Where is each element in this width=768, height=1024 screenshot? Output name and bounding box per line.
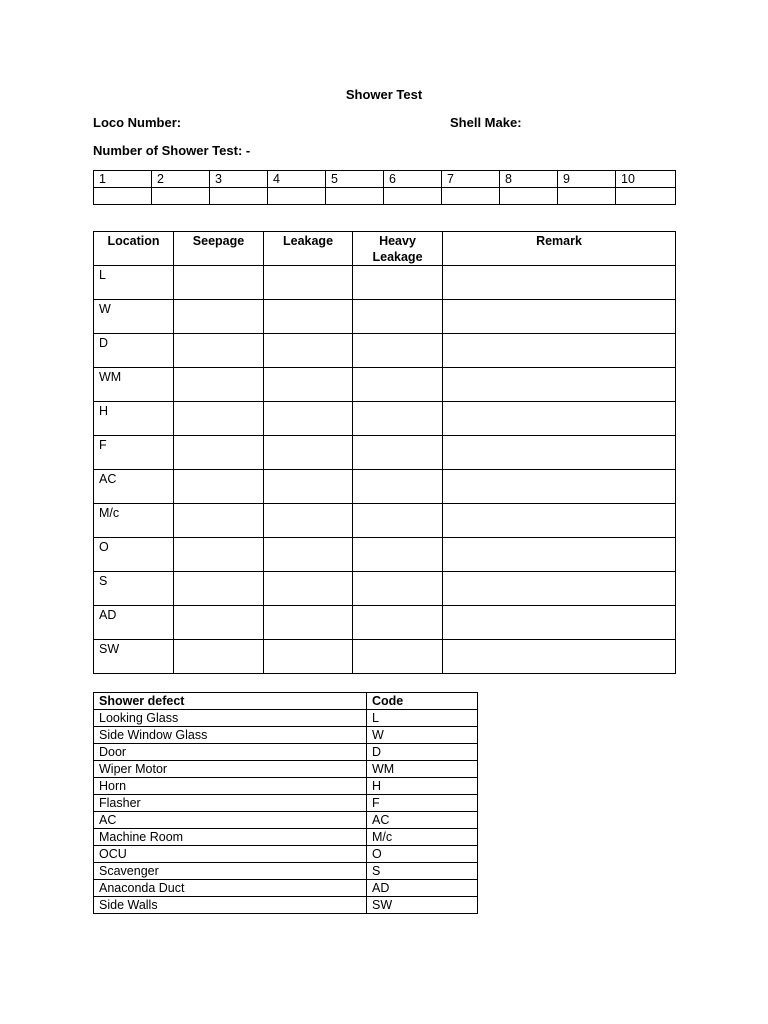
defect-name-cell: Scavenger [94, 863, 367, 880]
location-table [93, 231, 676, 674]
table-row [94, 402, 676, 436]
table-row [94, 300, 676, 334]
test-result-cell[interactable] [326, 188, 384, 205]
location-code-cell: H [94, 402, 174, 436]
shower-defect-table [93, 692, 478, 914]
table-row [94, 266, 676, 300]
entry-cell[interactable] [353, 402, 443, 436]
entry-cell[interactable] [443, 300, 676, 334]
location-code-cell: WM [94, 368, 174, 402]
test-number-cell: 10 [616, 171, 676, 188]
table-row [94, 846, 478, 863]
entry-cell[interactable] [443, 368, 676, 402]
test-result-cell[interactable] [558, 188, 616, 205]
test-number-cell: 3 [210, 171, 268, 188]
test-result-cell[interactable] [384, 188, 442, 205]
entry-cell[interactable] [174, 504, 264, 538]
entry-cell[interactable] [174, 470, 264, 504]
entry-cell[interactable] [353, 606, 443, 640]
table-row [94, 880, 478, 897]
defect-code-cell: M/c [367, 829, 478, 846]
table-row [94, 727, 478, 744]
table-row [94, 368, 676, 402]
entry-cell[interactable] [264, 606, 353, 640]
entry-cell[interactable] [264, 402, 353, 436]
entry-cell[interactable] [443, 640, 676, 674]
entry-cell[interactable] [443, 572, 676, 606]
table-row [94, 504, 676, 538]
table-row [94, 710, 478, 727]
entry-cell[interactable] [264, 640, 353, 674]
location-code-cell: D [94, 334, 174, 368]
defect-name-cell: Horn [94, 778, 367, 795]
entry-cell[interactable] [443, 606, 676, 640]
entry-cell[interactable] [264, 300, 353, 334]
defect-name-cell: OCU [94, 846, 367, 863]
location-code-cell: AD [94, 606, 174, 640]
table-row [94, 761, 478, 778]
defect-name-cell: Side Window Glass [94, 727, 367, 744]
entry-cell[interactable] [174, 300, 264, 334]
table-row [94, 795, 478, 812]
defect-name-cell: Door [94, 744, 367, 761]
entry-cell[interactable] [174, 606, 264, 640]
entry-cell[interactable] [353, 572, 443, 606]
table-row [94, 863, 478, 880]
test-result-cell[interactable] [210, 188, 268, 205]
defect-code-cell: F [367, 795, 478, 812]
shell-make-label: Shell Make: [450, 115, 522, 130]
table-row [94, 334, 676, 368]
table-row [94, 744, 478, 761]
test-number-cell: 8 [500, 171, 558, 188]
location-header-heavy-leakage: Heavy Leakage [353, 232, 443, 266]
defect-code-cell: WM [367, 761, 478, 778]
table-row [94, 436, 676, 470]
entry-cell[interactable] [174, 402, 264, 436]
entry-cell[interactable] [443, 538, 676, 572]
entry-cell[interactable] [443, 470, 676, 504]
test-number-cell: 6 [384, 171, 442, 188]
location-header-leakage: Leakage [264, 232, 353, 266]
defect-code-cell: O [367, 846, 478, 863]
entry-cell[interactable] [174, 572, 264, 606]
table-row [94, 606, 676, 640]
table-row [94, 470, 676, 504]
location-code-cell: F [94, 436, 174, 470]
location-code-cell: L [94, 266, 174, 300]
test-result-cell[interactable] [94, 188, 152, 205]
defect-header-shower-defect: Shower defect [94, 693, 367, 710]
defect-name-cell: Flasher [94, 795, 367, 812]
test-number-cell: 5 [326, 171, 384, 188]
entry-cell[interactable] [174, 436, 264, 470]
entry-cell[interactable] [264, 368, 353, 402]
entry-cell[interactable] [353, 504, 443, 538]
test-number-cell: 4 [268, 171, 326, 188]
test-number-table [93, 170, 676, 205]
entry-cell[interactable] [174, 538, 264, 572]
test-result-cell[interactable] [268, 188, 326, 205]
table-row [94, 778, 478, 795]
defect-name-cell: Side Walls [94, 897, 367, 914]
table-row [94, 640, 676, 674]
test-result-cell[interactable] [616, 188, 676, 205]
entry-cell[interactable] [443, 334, 676, 368]
entry-cell[interactable] [443, 266, 676, 300]
test-number-cell: 7 [442, 171, 500, 188]
entry-cell[interactable] [264, 538, 353, 572]
test-number-cell: 1 [94, 171, 152, 188]
location-code-cell: W [94, 300, 174, 334]
location-code-cell: SW [94, 640, 174, 674]
defect-table-header [94, 693, 478, 710]
defect-code-cell: H [367, 778, 478, 795]
entry-cell[interactable] [264, 334, 353, 368]
location-code-cell: O [94, 538, 174, 572]
table-row [94, 572, 676, 606]
defect-name-cell: Wiper Motor [94, 761, 367, 778]
test-result-cell[interactable] [500, 188, 558, 205]
table-row [94, 897, 478, 914]
defect-name-cell: Looking Glass [94, 710, 367, 727]
entry-cell[interactable] [443, 436, 676, 470]
location-code-cell: M/c [94, 504, 174, 538]
defect-code-cell: D [367, 744, 478, 761]
defect-name-cell: Machine Room [94, 829, 367, 846]
table-row [94, 538, 676, 572]
entry-cell[interactable] [264, 504, 353, 538]
entry-cell[interactable] [264, 572, 353, 606]
entry-cell[interactable] [264, 470, 353, 504]
defect-name-cell: Anaconda Duct [94, 880, 367, 897]
test-result-cell[interactable] [442, 188, 500, 205]
entry-cell[interactable] [353, 266, 443, 300]
test-number-entry-row [94, 188, 676, 205]
test-result-cell[interactable] [152, 188, 210, 205]
location-code-cell: S [94, 572, 174, 606]
entry-cell[interactable] [353, 538, 443, 572]
entry-cell[interactable] [264, 436, 353, 470]
table-row [94, 812, 478, 829]
entry-cell[interactable] [353, 470, 443, 504]
entry-cell[interactable] [174, 266, 264, 300]
loco-number-label: Loco Number: [93, 115, 182, 130]
defect-name-cell: AC [94, 812, 367, 829]
entry-cell[interactable] [174, 368, 264, 402]
entry-cell[interactable] [353, 436, 443, 470]
test-number-header-row [94, 171, 676, 188]
location-code-cell: AC [94, 470, 174, 504]
defect-code-cell: AD [367, 880, 478, 897]
page-title: Shower Test [345, 87, 423, 102]
entry-cell[interactable] [353, 368, 443, 402]
defect-code-cell: SW [367, 897, 478, 914]
location-table-header [94, 232, 676, 266]
table-row [94, 829, 478, 846]
entry-cell[interactable] [353, 334, 443, 368]
defect-code-cell: L [367, 710, 478, 727]
entry-cell[interactable] [264, 266, 353, 300]
defect-code-cell: W [367, 727, 478, 744]
test-number-cell: 9 [558, 171, 616, 188]
entry-cell[interactable] [443, 402, 676, 436]
test-number-cell: 2 [152, 171, 210, 188]
defect-header-code: Code [367, 693, 478, 710]
defect-code-cell: S [367, 863, 478, 880]
location-header-seepage: Seepage [174, 232, 264, 266]
number-of-tests-label: Number of Shower Test: - [93, 143, 251, 158]
defect-code-cell: AC [367, 812, 478, 829]
entry-cell[interactable] [353, 300, 443, 334]
entry-cell[interactable] [443, 504, 676, 538]
entry-cell[interactable] [174, 640, 264, 674]
location-header-remark: Remark [443, 232, 676, 266]
entry-cell[interactable] [174, 334, 264, 368]
location-header-location: Location [94, 232, 174, 266]
entry-cell[interactable] [353, 640, 443, 674]
